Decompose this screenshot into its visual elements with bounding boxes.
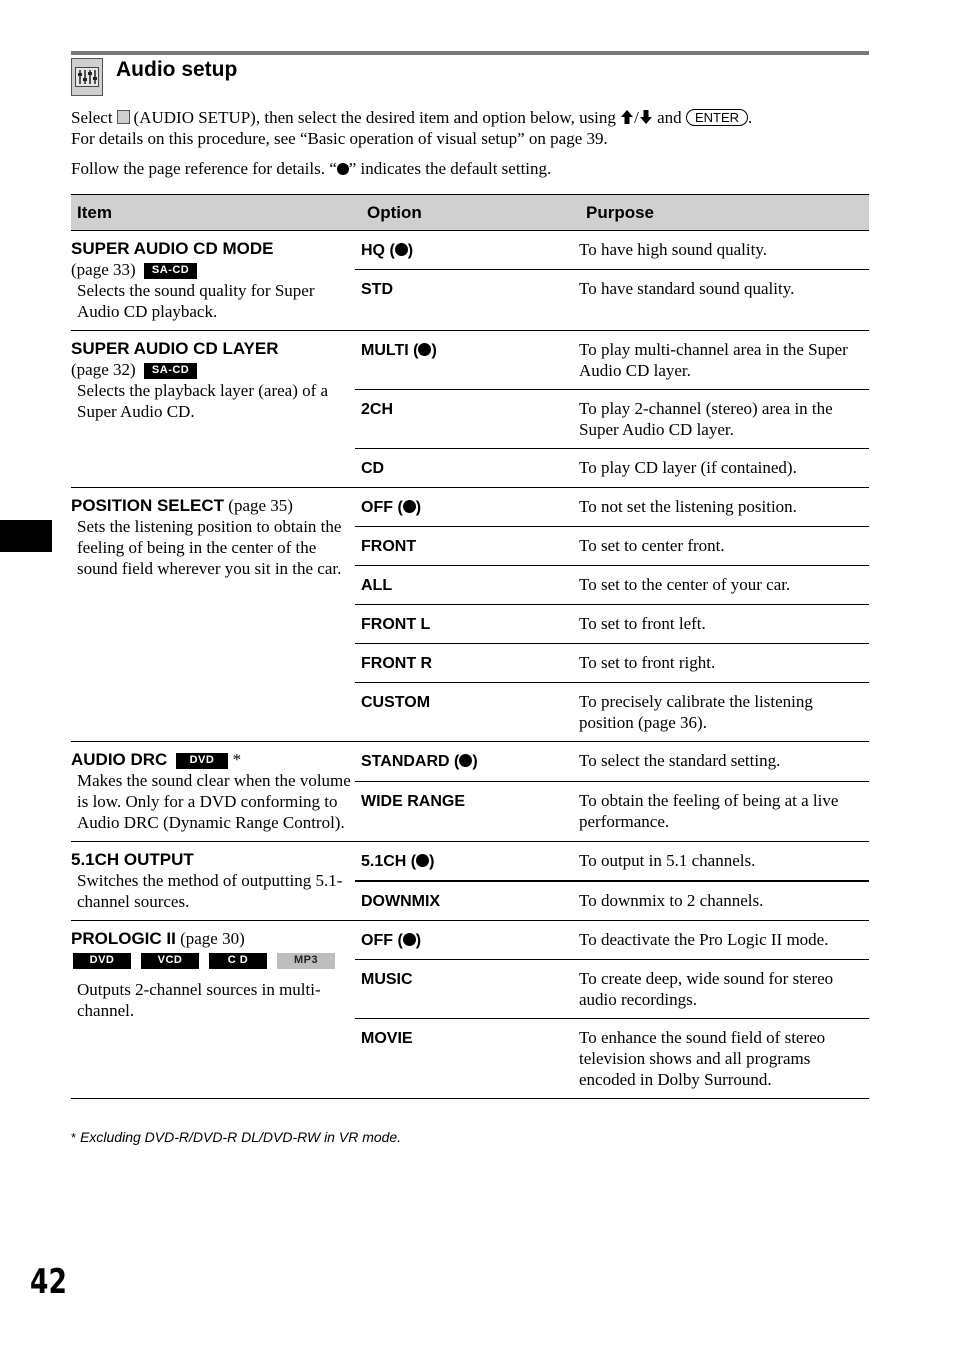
default-dot-icon bbox=[418, 343, 431, 356]
audio-setup-icon bbox=[71, 58, 103, 96]
option-cell: OFF ( ) bbox=[355, 488, 568, 527]
option-cell: MULTI ( ) bbox=[355, 331, 568, 390]
audio-setup-table bbox=[71, 194, 869, 1099]
footnote: * Excluding DVD-R/DVD-R DL/DVD-RW in VR mode. bbox=[71, 1129, 402, 1145]
option-cell: CD bbox=[355, 449, 568, 488]
intro-paragraph: Select (AUDIO SETUP), then select the desired item and option below, using / and ENTER . For details on this procedure, see “Basic operation of visual setup” on page 39. bbox=[71, 108, 753, 148]
sacd-badge: SA-CD bbox=[144, 363, 197, 379]
option-cell: 2CH bbox=[355, 390, 568, 449]
option-cell: OFF ( ) bbox=[355, 921, 568, 960]
default-dot-icon bbox=[459, 754, 472, 767]
vcd-badge: VCD bbox=[141, 953, 199, 969]
page-number: 42 bbox=[30, 1262, 67, 1302]
purpose-cell: To obtain the feeling of being at a live performance. bbox=[568, 781, 869, 841]
audio-setup-small-icon bbox=[117, 110, 130, 124]
option-cell: FRONT bbox=[355, 527, 568, 566]
top-rule bbox=[71, 51, 869, 55]
table-row bbox=[71, 231, 869, 270]
table-row bbox=[71, 488, 869, 527]
option-cell: DOWNMIX bbox=[355, 881, 568, 921]
purpose-cell: To play 2-channel (stereo) area in the Super Audio CD layer. bbox=[568, 390, 869, 449]
table-row bbox=[71, 331, 869, 390]
option-cell: HQ ( ) bbox=[355, 231, 568, 270]
default-dot-icon bbox=[337, 163, 349, 175]
item-position-select: POSITION SELECT (page 35) Sets the listening position to obtain the feeling of being in the center of the sound field wherever you sit in the car. bbox=[71, 488, 355, 742]
item-prologic-ii: PROLOGIC II (page 30) DVD VCD C D MP3 Outputs 2-channel sources in multi-channel. bbox=[71, 921, 355, 1099]
page-title: Audio setup bbox=[116, 58, 238, 81]
option-cell: FRONT R bbox=[355, 644, 568, 683]
disc-badges bbox=[73, 953, 355, 969]
option-cell: ALL bbox=[355, 566, 568, 605]
cd-badge: C D bbox=[209, 953, 267, 969]
default-dot-icon bbox=[416, 854, 429, 867]
purpose-cell: To enhance the sound field of stereo television shows and all programs encoded in Dolby Surround. bbox=[568, 1019, 869, 1099]
sacd-badge: SA-CD bbox=[144, 263, 197, 279]
header-item: Item bbox=[71, 195, 355, 231]
mp3-badge: MP3 bbox=[277, 953, 335, 969]
purpose-cell: To set to the center of your car. bbox=[568, 566, 869, 605]
option-cell: MOVIE bbox=[355, 1019, 568, 1099]
purpose-cell: To play multi-channel area in the Super Audio CD layer. bbox=[568, 331, 869, 390]
default-dot-icon bbox=[395, 243, 408, 256]
default-dot-icon bbox=[403, 500, 416, 513]
purpose-cell: To set to front right. bbox=[568, 644, 869, 683]
enter-key-icon: ENTER bbox=[686, 109, 748, 126]
item-audio-drc: AUDIO DRC DVD * Makes the sound clear when the volume is low. Only for a DVD conforming to Audio DRC (Dynamic Range Control). bbox=[71, 742, 355, 842]
up-down-arrow-icon: / bbox=[620, 108, 653, 127]
purpose-cell: To play CD layer (if contained). bbox=[568, 449, 869, 488]
option-cell: STD bbox=[355, 270, 568, 331]
purpose-cell: To select the standard setting. bbox=[568, 742, 869, 782]
purpose-cell: To have high sound quality. bbox=[568, 231, 869, 270]
purpose-cell: To precisely calibrate the listening position (page 36). bbox=[568, 683, 869, 742]
table-row bbox=[71, 842, 869, 882]
purpose-cell: To set to front left. bbox=[568, 605, 869, 644]
option-cell: CUSTOM bbox=[355, 683, 568, 742]
table-row bbox=[71, 921, 869, 960]
purpose-cell: To create deep, wide sound for stereo audio recordings. bbox=[568, 960, 869, 1019]
purpose-cell: To not set the listening position. bbox=[568, 488, 869, 527]
purpose-cell: To deactivate the Pro Logic II mode. bbox=[568, 921, 869, 960]
purpose-cell: To output in 5.1 channels. bbox=[568, 842, 869, 882]
table-header-row bbox=[71, 195, 869, 231]
dvd-badge: DVD bbox=[73, 953, 131, 969]
section-tab-marker bbox=[0, 520, 52, 552]
purpose-cell: To have standard sound quality. bbox=[568, 270, 869, 331]
table-row bbox=[71, 742, 869, 782]
purpose-cell: To set to center front. bbox=[568, 527, 869, 566]
item-51ch-output: 5.1CH OUTPUT Switches the method of outputting 5.1-channel sources. bbox=[71, 842, 355, 921]
item-super-audio-cd-layer: SUPER AUDIO CD LAYER (page 32) SA-CD Selects the playback layer (area) of a Super Audio CD. bbox=[71, 331, 355, 488]
option-cell: 5.1CH ( ) bbox=[355, 842, 568, 882]
option-cell: STANDARD ( ) bbox=[355, 742, 568, 782]
option-cell: WIDE RANGE bbox=[355, 781, 568, 841]
header-option: Option bbox=[355, 195, 568, 231]
option-cell: FRONT L bbox=[355, 605, 568, 644]
header-purpose: Purpose bbox=[568, 195, 869, 231]
default-dot-icon bbox=[403, 933, 416, 946]
option-cell: MUSIC bbox=[355, 960, 568, 1019]
item-super-audio-cd-mode: SUPER AUDIO CD MODE (page 33) SA-CD Selects the sound quality for Super Audio CD playback. bbox=[71, 231, 355, 331]
dvd-badge: DVD bbox=[176, 753, 229, 769]
default-note: Follow the page reference for details. “ ” indicates the default setting. bbox=[71, 159, 552, 178]
purpose-cell: To downmix to 2 channels. bbox=[568, 881, 869, 921]
